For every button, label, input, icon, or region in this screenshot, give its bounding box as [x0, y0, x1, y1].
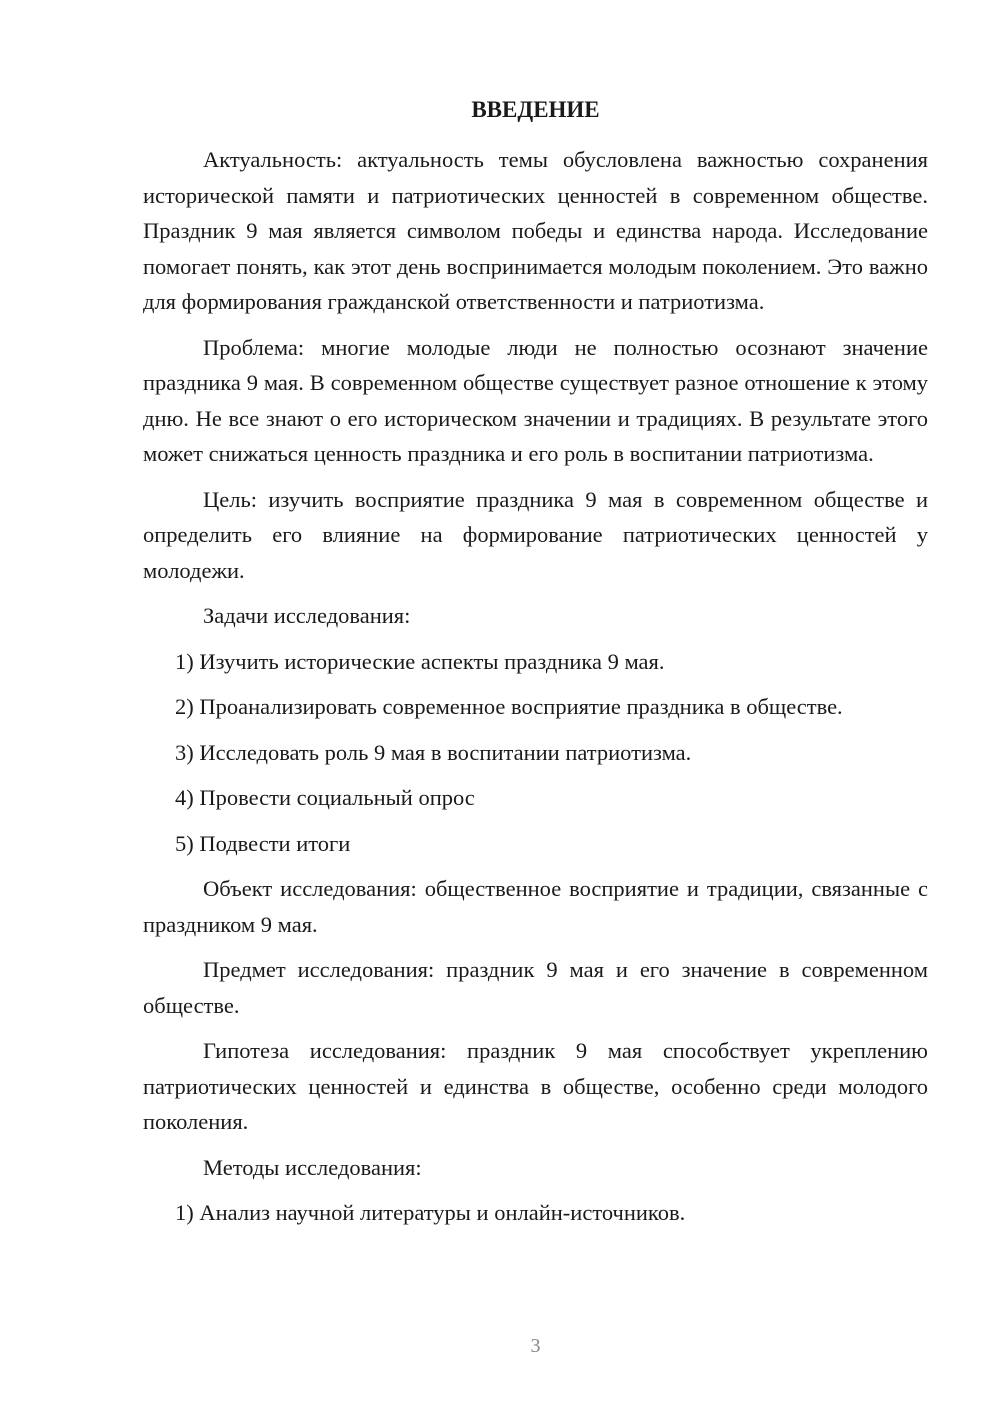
task-item-2: 2) Проанализировать современное восприятие праздника в обществе.	[175, 694, 843, 719]
task-item-1: 1) Изучить исторические аспекты праздника 9 мая.	[175, 648, 665, 674]
goal-paragraph: Цель: изучить восприятие праздника 9 мая в современном обществе и определить его влияние на формирование патриотических ценностей у молодежи.	[143, 486, 928, 583]
methods-label: Методы исследования:	[203, 1154, 422, 1180]
document-body	[143, 142, 928, 1241]
object-paragraph: Объект исследования: общественное восприятие и традиции, связанные с праздником 9 мая.	[143, 876, 928, 937]
page-number: 3	[530, 1335, 541, 1357]
task-item-4: 4) Провести социальный опрос	[175, 785, 475, 810]
tasks-label: Задачи исследования:	[203, 603, 411, 628]
page-title: ВВЕДЕНИЕ	[471, 97, 600, 122]
relevance-paragraph: Актуальность: актуальность темы обусловлена важностью сохранения исторической памяти и патриотических ценностей в современном обществе. Праздник 9 мая является символом победы и единства народа. Исследование помогает понять, как этот день воспринимается молодым поколением. Это важно для формирования гражданской ответственности и патриотизма.	[143, 147, 928, 314]
hypothesis-paragraph: Гипотеза исследования: праздник 9 мая способствует укреплению патриотических ценностей и единства в обществе, особенно среди молодого поколения.	[143, 1038, 928, 1134]
document-page	[143, 0, 928, 1414]
method-item-1: 1) Анализ научной литературы и онлайн-источников.	[175, 1200, 686, 1225]
subject-paragraph: Предмет исследования: праздник 9 мая и его значение в современном обществе.	[143, 957, 928, 1018]
problem-paragraph: Проблема: многие молодые люди не полностью осознают значение праздника 9 мая. В современном обществе существует разное отношение к этому дню. Не все знают о его историческом значении и традициях. В результате этого может снижаться ценность праздника и его роль в воспитании патриотизма.	[143, 334, 928, 466]
task-item-5: 5) Подвести итоги	[175, 830, 351, 856]
task-item-3: 3) Исследовать роль 9 мая в воспитании патриотизма.	[175, 739, 692, 765]
